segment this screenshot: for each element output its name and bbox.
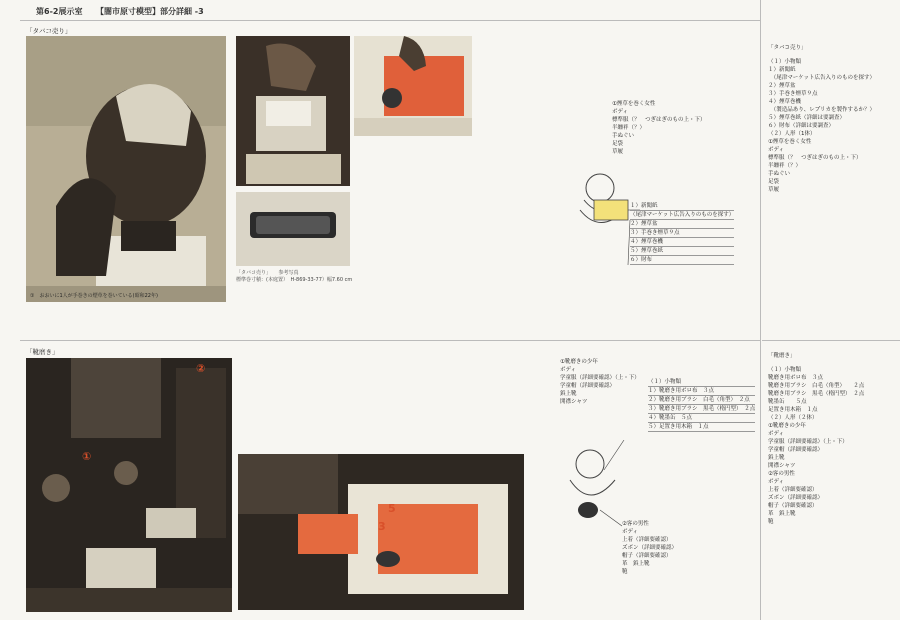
note-0: ①煙草を巻く女性 [612, 101, 656, 107]
figure-notes-woman [612, 100, 706, 156]
tobacco-seller-photo [26, 36, 226, 302]
exhibit-title: 【闇市原寸模型】部分詳細 -3 [96, 7, 204, 16]
section2-title: 「靴磨き」 [26, 348, 59, 356]
photo-caption-1: 「タバコ売り」 参考写真 [236, 270, 299, 276]
shoeshine-photo-art [26, 358, 232, 612]
list2-2: ２）靴磨き用ブラシ 白毛（角型） ２点 [648, 396, 755, 405]
side1-13: ボディ [768, 147, 785, 153]
side1-18: 草履 [768, 187, 780, 193]
side1-17: 足袋 [768, 179, 780, 185]
side-notes-shoeshine [768, 352, 864, 526]
side2-14: 開襟シャツ [768, 463, 796, 469]
side2-6: 足置き用木箱 １点 [768, 407, 818, 413]
rolling-machine-photo-art [236, 192, 350, 266]
side2-2: 靴磨き用ボロ布 ３点 [768, 375, 824, 381]
side2-1: （１）小物類 [768, 367, 802, 373]
list2-4: ４）靴墨缶 ５点 [648, 414, 755, 423]
side2-11: 学童服（詳細要確認）（上・下） [768, 439, 848, 445]
note3-0: ②客の男性 [622, 521, 649, 527]
list2-5: ５）足置き用木箱 １点 [648, 423, 755, 432]
room-title: 第6-2展示室 [36, 7, 83, 16]
list-item-2: ２）煙草盆 [630, 220, 734, 229]
list-item-5: ５）煙草巻紙 [630, 247, 734, 256]
note-6: 草履 [612, 149, 624, 155]
side1-11: （２）人形（1体） [768, 131, 816, 137]
note2-0: ①靴磨きの少年 [560, 359, 598, 365]
list2-0: （１）小物類 [648, 378, 755, 387]
side-section-divider [762, 340, 900, 341]
note2-2: 学童服（詳細要確認）（上・下） [560, 375, 640, 381]
note-4: 手ぬぐい [612, 133, 635, 139]
side1-8: ５）煙草巻紙（詳細は要調査） [768, 115, 846, 121]
note3-6: 鞄 [622, 569, 628, 575]
item-marker-3: 3 [378, 520, 386, 533]
side1-0: 「タバコ売り」 [768, 45, 807, 51]
side2-3: 靴磨き用ブラシ 白毛（角型） ２点 [768, 383, 865, 389]
photo-caption-2: 標準巻寸積：(本庭置） H-869-33-77）幅7.60 cm [236, 277, 353, 283]
note3-4: 帽子（詳細要確認） [622, 553, 672, 559]
tobacco-item-list [630, 202, 734, 265]
cigarette-rolling-photo [354, 36, 472, 136]
figure-notes-boy [560, 358, 640, 406]
shoeshine-item-list [648, 378, 755, 432]
note3-5: 革 鋲上靴 [622, 561, 650, 567]
shoeshine-sketch [560, 440, 630, 530]
list-item-0: １）新聞紙 [630, 202, 734, 211]
shoeshine-photo [26, 358, 232, 612]
shoeshine-kit-photo [238, 454, 524, 610]
note-3: 半纏袢（？） [612, 125, 646, 131]
side2-20: 帽子（詳細要確認） [768, 503, 818, 509]
side1-12: ①煙草を巻く女性 [768, 139, 812, 145]
note3-3: ズボン（詳細要確認） [622, 545, 678, 551]
side2-5: 靴墨缶 ５点 [768, 399, 807, 405]
list-item-4: ４）煙草巻機 [630, 238, 734, 247]
column-divider [760, 0, 761, 620]
figure-marker-1: ① [82, 450, 92, 463]
side2-16: ②客の男性 [768, 471, 795, 477]
side2-13: 鋲上靴 [768, 455, 785, 461]
side2-0: 「靴磨き」 [768, 353, 796, 359]
figure-notes-customer [622, 520, 677, 576]
figure-marker-2: ② [196, 362, 206, 375]
note2-3: 学童帽（詳細要確認） [560, 383, 616, 389]
side-notes-tobacco [768, 44, 875, 194]
side1-15: 半纏袢（？） [768, 163, 802, 169]
side1-7: （製造品あり、レプリカを製作するか？） [768, 107, 875, 113]
note3-2: 上着（詳細要確認） [622, 537, 672, 543]
section1-title: 「タバコ売り」 [26, 27, 72, 35]
list-item-3: ３）手巻き煙草９点 [630, 229, 734, 238]
header-rule [20, 20, 760, 21]
note-1: ボディ [612, 109, 629, 115]
side2-9: ①靴磨きの少年 [768, 423, 806, 429]
side2-22: 鞄 [768, 519, 774, 525]
side1-4: ２）煙草盆 [768, 83, 796, 89]
side1-5: ３）手巻き煙草９点 [768, 91, 818, 97]
side1-14: 標準服（？ つぎはぎのもの上・下） [768, 155, 862, 161]
side1-6: ４）煙草巻機 [768, 99, 802, 105]
side1-3: （尾津マーケット広告入りのものを探す） [768, 75, 875, 81]
list2-3: ３）靴磨き用ブラシ 黒毛（楕円型） ２点 [648, 406, 756, 412]
side1-9: ６）財布（詳細は要調査） [768, 123, 835, 129]
side2-12: 学童帽（詳細要確認） [768, 447, 824, 453]
side2-10: ボディ [768, 431, 785, 437]
list2-1: １）靴磨き用ボロ布 ３点 [648, 387, 755, 396]
list-item-6: ６）財布 [630, 256, 734, 265]
side2-21: 革 鋲上靴 [768, 511, 796, 517]
note-2: 標準服（？ つぎはぎのもの上・下） [612, 117, 706, 123]
side1-2: １）新聞紙 [768, 67, 796, 73]
side2-4: 靴磨き用ブラシ 黒毛（楕円型） ２点 [768, 391, 865, 397]
tobacco-seller-photo-art [26, 36, 226, 302]
side2-17: ボディ [768, 479, 785, 485]
tobacco-tray-photo [236, 36, 350, 186]
note2-5: 開襟シャツ [560, 399, 588, 405]
tobacco-tray-photo-art [236, 36, 350, 186]
side2-18: 上着（詳細要確認） [768, 487, 818, 493]
note3-1: ボディ [622, 529, 639, 535]
item-marker-5: 5 [388, 502, 396, 515]
side1-16: 手ぬぐい [768, 171, 791, 177]
side2-8: （２）人形（２体） [768, 415, 818, 421]
side2-19: ズボン（詳細要確認） [768, 495, 824, 501]
cigarette-rolling-photo-art [354, 36, 472, 136]
side1-1: （１）小物類 [768, 59, 802, 65]
rolling-machine-photo [236, 192, 350, 266]
section-divider [20, 340, 760, 341]
list-item-1: （尾津マーケット広告入りのものを探す） [630, 212, 735, 218]
photo-footer: ① おおいに1人が手巻きの煙草を巻いている(昭和22年) [30, 293, 158, 299]
note2-4: 鋲上靴 [560, 391, 577, 397]
note2-1: ボディ [560, 367, 577, 373]
note-5: 足袋 [612, 141, 624, 147]
